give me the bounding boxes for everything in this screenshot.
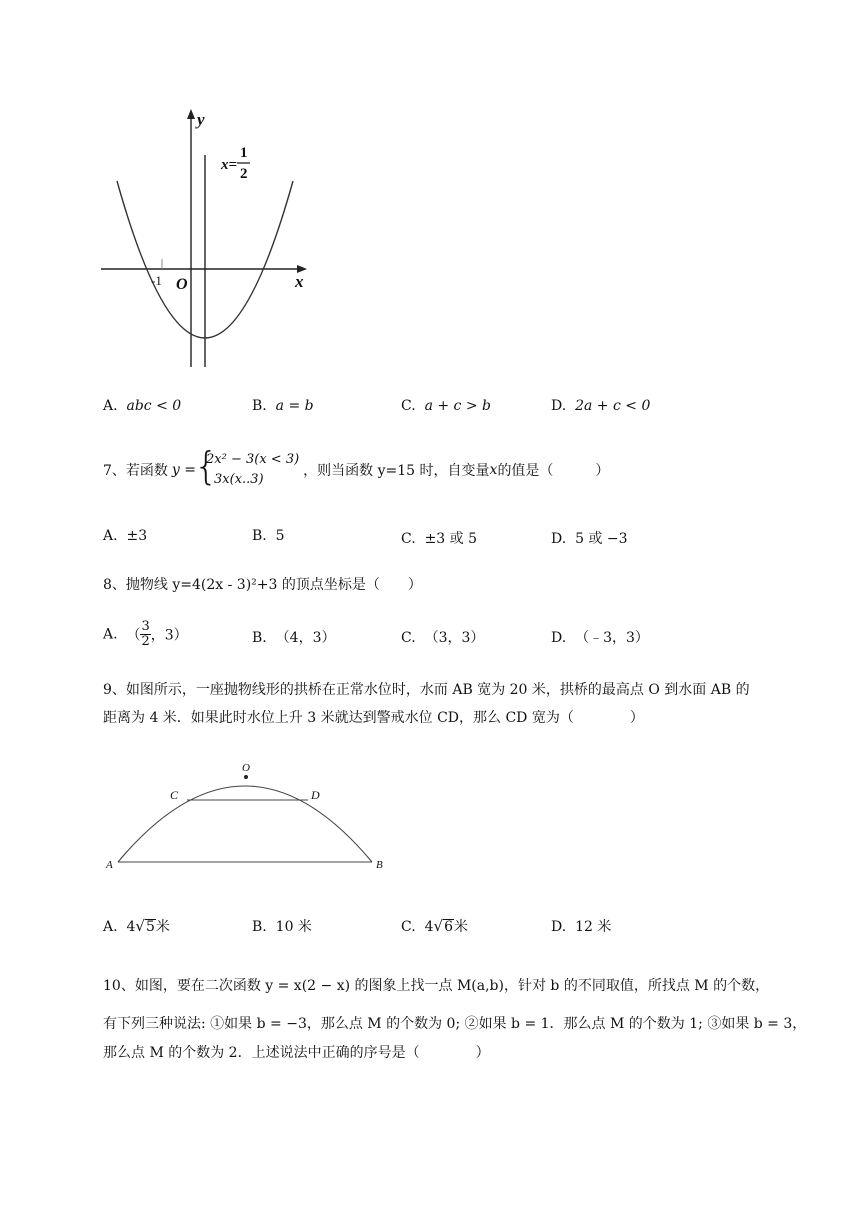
option-expr: a = b	[275, 398, 314, 414]
q7-tail: ，则当函数 y=15 时，自变量	[303, 463, 490, 479]
option-text: ±3 或 5	[424, 531, 478, 547]
label-c: C	[170, 788, 179, 802]
label-d: D	[311, 788, 320, 802]
q9-option-c[interactable]: C. 4√6米	[401, 917, 468, 935]
option-text: （3，3）	[424, 630, 485, 646]
q10-stem-line2: 有下列三种说法: ①如果 b = −3，那么点 M 的个数为 0; ②如果 b = 1．那么点 M 的个数为 1; ③如果 b = 3，	[103, 1016, 807, 1032]
option-coef: 4	[126, 919, 136, 935]
option-fraction	[140, 620, 150, 649]
top-point-o	[244, 775, 248, 779]
option-text: 5 或 −3	[575, 531, 628, 547]
q7-y-eq: y =	[171, 462, 197, 478]
q9-stem-line2: 距离为 4 米．如果此时水位上升 3 米就达到警戒水位 CD，那么 CD 宽为（ ）	[103, 710, 644, 726]
neg-one-label: -1	[151, 273, 162, 288]
q8-option-c[interactable]	[401, 627, 484, 647]
option-text: ±3	[126, 528, 148, 544]
axis-eq-num: 1	[240, 145, 248, 161]
q8-stem: 8、抛物线 y=4(2x - 3)²+3 的顶点坐标是（ ）	[103, 577, 422, 593]
axis-eq-den: 2	[240, 166, 248, 182]
label-b: B	[376, 859, 383, 871]
parabola-graph	[95, 105, 325, 375]
option-text: （﹣3，3）	[575, 630, 649, 646]
q7-option-c[interactable]	[401, 528, 477, 548]
q6-option-d[interactable]	[551, 398, 650, 414]
option-letter: D.	[551, 630, 567, 646]
option-radicand: 5	[145, 919, 155, 935]
option-letter: B.	[252, 630, 267, 646]
option-expr: abc < 0	[126, 398, 182, 414]
option-text: 5	[275, 528, 285, 544]
label-o: O	[242, 762, 250, 774]
option-text: 12 米	[575, 919, 612, 935]
q8-option-b[interactable]	[252, 627, 335, 647]
q6-option-b[interactable]	[252, 398, 314, 414]
q7-piecewise	[196, 450, 299, 490]
y-label: y	[197, 110, 205, 129]
option-text: 10 米	[275, 919, 312, 935]
q9-stem-line1: 9、如图所示，一座抛物线形的拱桥在正常水位时，水而 AB 宽为 20 米，拱桥的最高点 O 到水面 AB 的	[103, 682, 750, 698]
option-pre: （	[126, 627, 141, 644]
q8-option-d[interactable]	[551, 627, 649, 647]
q7-case1: { 2x² − 3(x < 3)	[206, 452, 300, 467]
option-letter: C.	[401, 398, 416, 414]
q9-option-b[interactable]	[252, 916, 312, 936]
q6-option-c[interactable]	[401, 398, 491, 414]
option-letter: C.	[401, 919, 416, 935]
option-letter: A.	[103, 528, 118, 544]
q7-stem	[103, 450, 609, 494]
option-letter: D.	[551, 398, 567, 414]
fraction-denominator: 2	[141, 634, 150, 649]
option-letter: D.	[551, 919, 567, 935]
q10-stem-line1: 10、如图，要在二次函数 y = x(2 − x) 的图象上找一点 M(a,b)，针对 b 的不同取值，所找点 M 的个数，	[103, 978, 770, 994]
arch-curve	[118, 786, 372, 862]
option-post: ，3）	[150, 627, 188, 644]
option-letter: A.	[103, 919, 118, 935]
option-text: （4，3）	[275, 630, 336, 646]
q7-case2: 3x(x..3)	[214, 472, 264, 487]
fraction-numerator: 3	[141, 619, 150, 634]
q7-option-d[interactable]	[551, 528, 628, 548]
label-a: A	[106, 859, 113, 871]
origin-label: O	[176, 276, 188, 293]
arch-bridge-diagram	[100, 755, 400, 880]
q8-option-a[interactable]	[103, 620, 188, 649]
option-letter: B.	[252, 528, 267, 544]
axis-eq-lhs: x=	[221, 157, 238, 173]
option-letter: C.	[401, 531, 416, 547]
option-unit: 米	[453, 919, 468, 935]
q7-option-b[interactable]	[252, 528, 285, 544]
q9-option-d[interactable]	[551, 916, 611, 936]
option-unit: 米	[155, 919, 170, 935]
y-axis-arrow	[187, 109, 195, 119]
q7-option-a[interactable]	[103, 528, 147, 544]
option-expr: 2a + c < 0	[575, 398, 651, 414]
option-letter: A.	[103, 626, 118, 643]
option-letter: B.	[252, 398, 267, 414]
q10-stem-line3: 那么点 M 的个数为 2．上述说法中正确的序号是（ ）	[103, 1045, 490, 1061]
q6-option-a[interactable]	[103, 398, 181, 414]
option-radicand: 6	[444, 919, 453, 935]
option-expr: a + c > b	[424, 398, 491, 414]
q7-var: x	[489, 462, 498, 478]
option-letter: D.	[551, 531, 567, 547]
option-letter: A.	[103, 398, 118, 414]
option-coef: 4	[424, 919, 434, 935]
q7-number: 7、若函数	[103, 463, 168, 479]
x-label: x	[295, 272, 304, 291]
option-letter: C.	[401, 630, 416, 646]
q9-option-a[interactable]: A. 4√5米	[103, 917, 170, 935]
q7-end: 的值是（ ）	[497, 463, 610, 479]
option-letter: B.	[252, 919, 267, 935]
